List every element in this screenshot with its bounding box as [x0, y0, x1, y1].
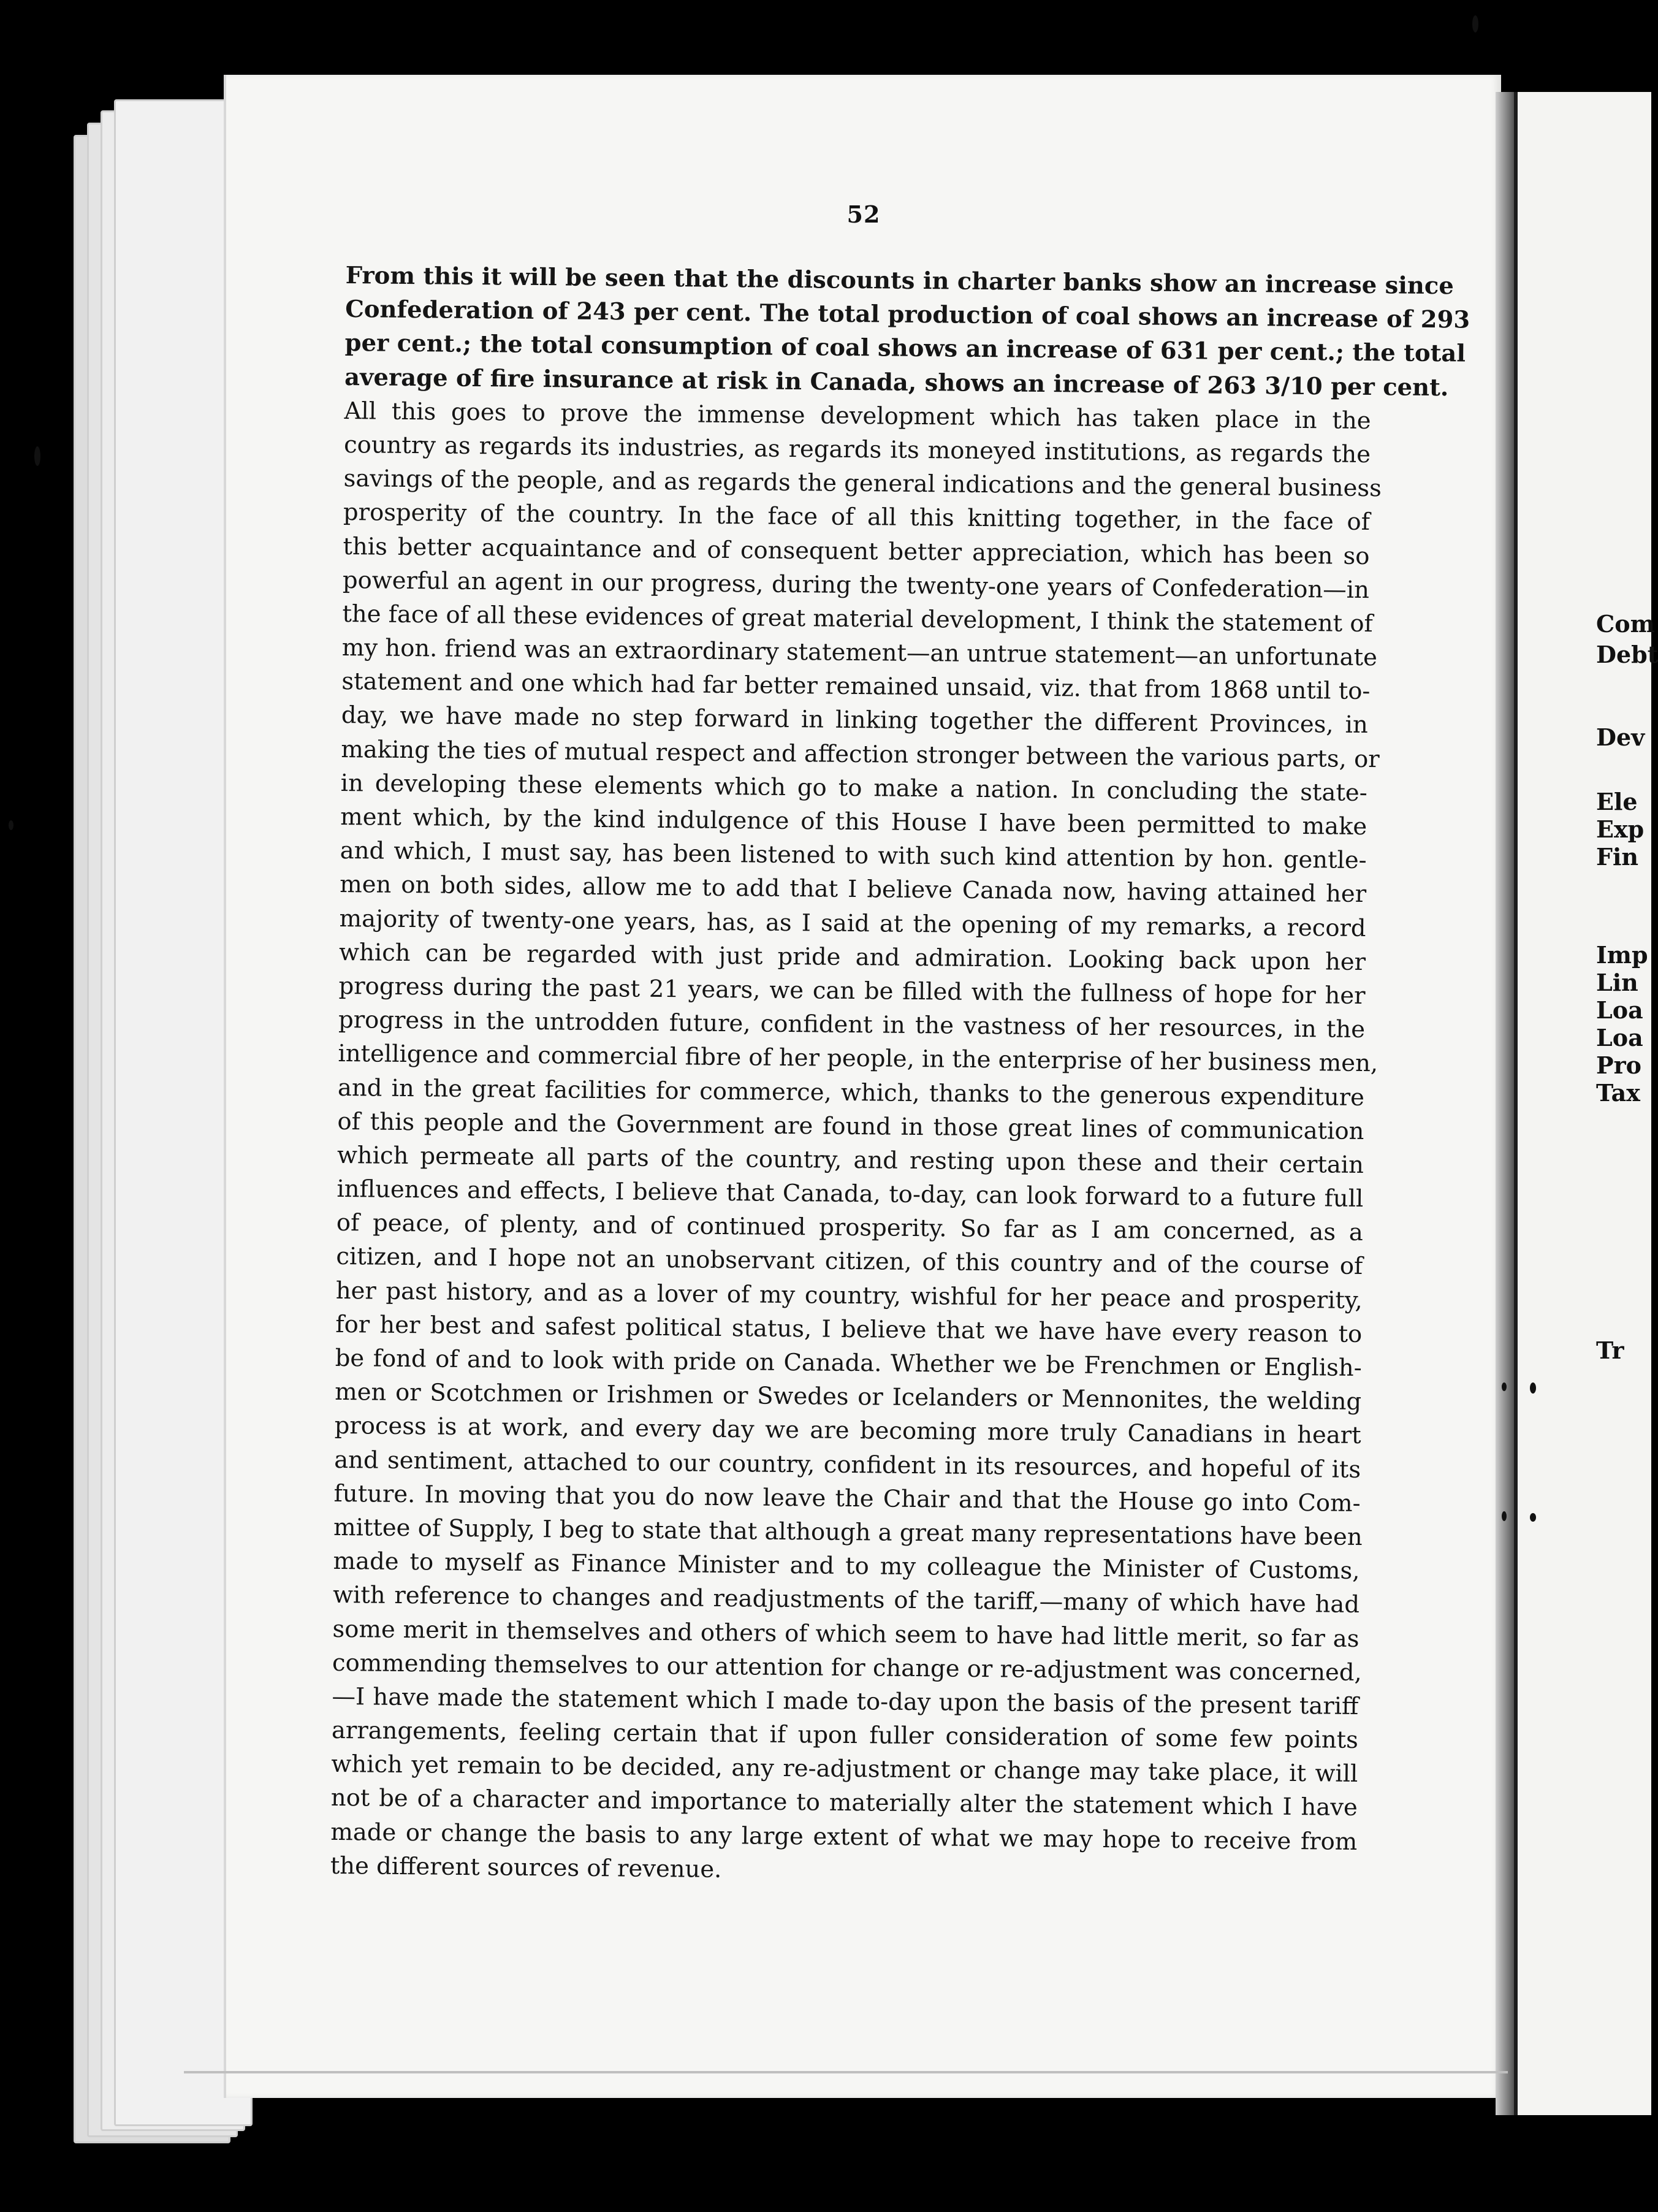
- scan-speck: [34, 446, 40, 466]
- text-line: which permeate all parts of the country, and resting upon these and their certain: [337, 1141, 1364, 1179]
- text-line: savings of the people, and as regards the general indications and the general business: [343, 465, 1382, 503]
- text-line: day, we have made no step forward in linking together the different Provinces, in: [341, 701, 1368, 739]
- text-line: with reference to changes and readjustments of the tariff,—many of which have had: [332, 1581, 1360, 1619]
- page-edge-stack: [74, 92, 233, 2109]
- text-line: of peace, of plenty, and of continued prosperity. So far as I am concerned, as a: [336, 1209, 1364, 1247]
- body-text: [330, 259, 1470, 1893]
- text-line: this better acquaintance and of consequent better appreciation, which has been so: [343, 532, 1370, 570]
- document-page: [224, 75, 1501, 2098]
- text-line: future. In moving that you do now leave the Chair and that the House go into Com-: [333, 1479, 1361, 1517]
- adjacent-page-fragment: Loa: [1596, 996, 1643, 1024]
- text-line: prosperity of the country. In the face of all this knitting together, in the face of: [343, 498, 1371, 536]
- text-line: influences and effects, I believe that Canada, to-day, can look forward to a future full: [337, 1175, 1364, 1213]
- text-line: making the ties of mutual respect and affection stronger between the various parts, or: [341, 735, 1380, 773]
- adjacent-page: [1514, 92, 1658, 2115]
- adjacent-page-fragment: Loa: [1596, 1024, 1643, 1051]
- text-line: of this people and the Government are found in those great lines of communication: [337, 1107, 1364, 1145]
- text-line: in developing these elements which go to make a nation. In concluding the state-: [340, 769, 1367, 807]
- adjacent-page-fragment: Debt: [1596, 641, 1658, 668]
- text-line: arrangements, feeling certain that if upon fuller consideration of some few points: [331, 1716, 1359, 1755]
- text-line: ment which, by the kind indulgence of this House I have been permitted to make: [340, 803, 1367, 841]
- text-line: be fond of and to look with pride on Canada. Whether we be Frenchmen or English-: [335, 1344, 1362, 1382]
- adjacent-page-fragment: Lin: [1596, 969, 1638, 996]
- text-line: per cent.; the total consumption of coal shows an increase of 631 per cent.; the total: [344, 329, 1466, 368]
- scan-speck: [1502, 1382, 1507, 1391]
- text-line: her past history, and as a lover of my country, wishful for her peace and prosperity,: [335, 1276, 1363, 1314]
- text-line: and sentiment, attached to our country, confident in its resources, and hopeful of its: [333, 1446, 1361, 1484]
- text-line: the different sources of revenue.: [330, 1852, 722, 1883]
- text-line: All this goes to prove the immense development which has taken place in the: [344, 397, 1371, 435]
- text-line: majority of twenty-one years, has, as I said at the opening of my remarks, a record: [339, 904, 1366, 942]
- adjacent-page-fragment: Fin: [1596, 843, 1639, 871]
- gutter-shadow: [1496, 92, 1514, 2115]
- text-line: country as regards its industries, as regards its moneyed institutions, as regards the: [343, 430, 1371, 469]
- text-line: made to myself as Finance Minister and to my colleague the Minister of Customs,: [333, 1547, 1360, 1585]
- text-line: and in the great facilities for commerce, which, thanks to the generous expenditure: [337, 1074, 1365, 1112]
- text-line: which yet remain to be decided, any re-adjustment or change may take place, it will: [331, 1750, 1358, 1788]
- scan-speck: [9, 820, 13, 830]
- text-line: my hon. friend was an extraordinary statement—an untrue statement—an unfortunate: [341, 634, 1378, 672]
- text-line: for her best and safest political status, I believe that we have have every reason to: [335, 1310, 1363, 1348]
- adjacent-page-fragment: Pro: [1596, 1051, 1641, 1079]
- adjacent-page-fragment: Tr: [1596, 1337, 1624, 1364]
- scan-speck: [1530, 1513, 1536, 1522]
- text-line: men on both sides, allow me to add that I believe Canada now, having attained her: [339, 871, 1367, 909]
- text-line: —I have made the statement which I made to-day upon the basis of the present tariff: [332, 1682, 1359, 1720]
- scan-speck: [1502, 1511, 1507, 1521]
- page-bottom-edge: [184, 2071, 1508, 2073]
- scan-speck: [1472, 15, 1478, 32]
- adjacent-page-fragment: Dev: [1596, 723, 1645, 751]
- page-number: 52: [846, 200, 881, 228]
- text-line: statement and one which had far better remained unsaid, viz. that from 1868 until to-: [341, 668, 1371, 706]
- text-line: intelligence and commercial fibre of her people, in the enterprise of her business men,: [338, 1040, 1378, 1078]
- text-line: and which, I must say, has been listened to with such kind attention by hon. gentle-: [340, 837, 1367, 875]
- adjacent-page-fragment: Exp: [1596, 815, 1645, 843]
- text-line: mittee of Supply, I beg to state that although a great many representations have been: [333, 1513, 1363, 1551]
- adjacent-page-fragment: Imp: [1596, 941, 1648, 969]
- text-line: progress during the past 21 years, we can be filled with the fullness of hope for her: [338, 972, 1366, 1010]
- adjacent-page-fragment: Ele: [1596, 788, 1638, 815]
- scan-speck: [1530, 1382, 1536, 1394]
- text-line: average of fire insurance at risk in Canada, shows an increase of 263 3/10 per cent.: [344, 363, 1449, 402]
- text-line: Confederation of 243 per cent. The total production of coal shows an increase of 293: [344, 296, 1470, 334]
- adjacent-page-fragment: Tax: [1596, 1079, 1640, 1107]
- text-line: not be of a character and importance to materially alter the statement which I have: [330, 1784, 1358, 1822]
- text-line: progress in the untrodden future, confident in the vastness of her resources, in the: [338, 1006, 1366, 1044]
- text-line: the face of all these evidences of great material development, I think the statement of: [342, 600, 1373, 638]
- text-line: some merit in themselves and others of which seem to have had little merit, so far as: [332, 1615, 1359, 1653]
- text-line: made or change the basis to any large extent of what we may hope to receive from: [330, 1818, 1358, 1856]
- text-line: men or Scotchmen or Irishmen or Swedes or Icelanders or Mennonites, the welding: [335, 1378, 1362, 1416]
- text-line: citizen, and I hope not an unobservant citizen, of this country and of the course of: [336, 1243, 1363, 1281]
- text-line: commending themselves to our attention for change or re-adjustment was concerned,: [332, 1649, 1362, 1687]
- text-line: powerful an agent in our progress, during the twenty-one years of Confederation—in: [342, 566, 1370, 604]
- adjacent-page-fragment: Com: [1596, 610, 1655, 638]
- text-line: which can be regarded with just pride and admiration. Looking back upon her: [338, 938, 1366, 976]
- text-line: process is at work, and every day we are becoming more truly Canadians in heart: [334, 1412, 1361, 1450]
- text-line: From this it will be seen that the discounts in charter banks show an increase since: [345, 261, 1455, 300]
